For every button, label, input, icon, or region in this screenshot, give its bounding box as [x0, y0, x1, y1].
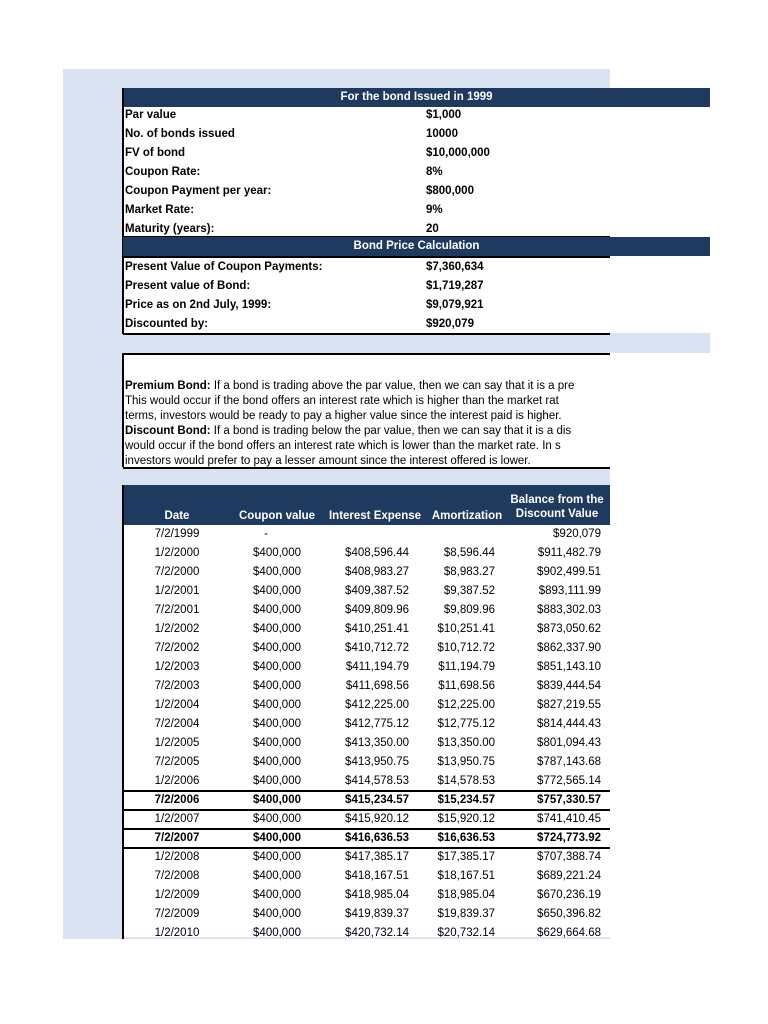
cell-amort: $18,985.04 — [437, 889, 495, 901]
cell-interest: $416,636.53 — [345, 832, 409, 844]
cell-coupon: $400,000 — [253, 794, 301, 806]
cell-balance: $851,143.10 — [537, 661, 601, 673]
cell-date: 7/2/2006 — [154, 794, 200, 806]
table-row — [123, 525, 610, 544]
cell-date: 1/2/2002 — [154, 623, 200, 635]
cell-coupon: $400,000 — [253, 547, 301, 559]
bond-value: $10,000,000 — [426, 147, 490, 159]
price-row — [123, 315, 610, 334]
cell-interest: $414,578.53 — [345, 775, 409, 787]
table-row — [123, 601, 610, 620]
premium-line-1 — [125, 379, 610, 394]
premium-term: Premium Bond: — [125, 380, 211, 392]
cell-date: 1/2/2004 — [154, 699, 200, 711]
cell-date: 7/2/2005 — [154, 756, 200, 768]
cell-coupon: $400,000 — [253, 680, 301, 692]
cell-date: 1/2/2009 — [154, 889, 200, 901]
cell-balance: $629,664.68 — [537, 927, 601, 939]
table-row — [123, 886, 610, 905]
bond-label: Coupon Payment per year: — [125, 185, 272, 197]
cell-interest: $419,839.37 — [345, 908, 409, 920]
cell-date: 7/2/1999 — [154, 528, 200, 540]
row-rule — [123, 790, 610, 792]
cell-coupon: $400,000 — [253, 813, 301, 825]
cell-balance: $787,143.68 — [537, 756, 601, 768]
table-row — [123, 677, 610, 696]
table-row — [123, 715, 610, 734]
bond-row — [123, 163, 610, 182]
cell-coupon: $400,000 — [253, 889, 301, 901]
cell-balance: $839,444.54 — [537, 680, 601, 692]
bond-row — [123, 125, 610, 144]
cell-interest: $410,251.41 — [345, 623, 409, 635]
amortization-header — [123, 485, 610, 525]
cell-amort: $11,194.79 — [438, 661, 495, 673]
cell-balance: $883,302.03 — [537, 604, 601, 616]
cell-coupon: $400,000 — [253, 775, 301, 787]
discount-text: If a bond is trading below the par value, then we can say that it is a dis — [210, 425, 572, 437]
cell-interest: $417,385.17 — [345, 851, 409, 863]
cell-balance: $757,330.57 — [537, 794, 601, 806]
divider — [123, 333, 610, 335]
cell-date: 7/2/2001 — [154, 604, 200, 616]
table-row — [123, 639, 610, 658]
bond-label: Coupon Rate: — [125, 166, 201, 178]
bond-label: No. of bonds issued — [125, 128, 235, 140]
cell-date: 1/2/2000 — [154, 547, 200, 559]
premium-text: If a bond is trading above the par value, then we can say that it is a pre — [210, 380, 575, 392]
cell-coupon: $400,000 — [253, 661, 301, 673]
cell-balance: $707,388.74 — [537, 851, 601, 863]
table-row — [123, 848, 610, 867]
cell-amort: $18,167.51 — [437, 870, 495, 882]
table-row — [123, 791, 610, 810]
cell-balance: $873,050.62 — [537, 623, 601, 635]
notes-left-border — [122, 353, 124, 467]
cell-interest: $415,234.57 — [345, 794, 409, 806]
cell-balance: $911,482.79 — [537, 547, 601, 559]
table-row — [123, 810, 610, 829]
bond-row — [123, 106, 610, 125]
bond-value: $800,000 — [426, 185, 474, 197]
cell-balance: $827,219.55 — [537, 699, 601, 711]
cell-interest: $420,732.14 — [345, 927, 409, 939]
cell-coupon: $400,000 — [253, 851, 301, 863]
table-row — [123, 924, 610, 943]
cell-amort: $9,387.52 — [443, 585, 495, 597]
cell-date: 7/2/2009 — [154, 908, 200, 920]
cell-interest: $413,950.75 — [345, 756, 409, 768]
cell-amort: $11,698.56 — [438, 680, 495, 692]
cell-date: 1/2/2003 — [154, 661, 200, 673]
cell-balance: $920,079 — [553, 528, 601, 540]
row-rule — [123, 828, 610, 830]
cell-amort: $13,350.00 — [437, 737, 495, 749]
notes-box — [123, 353, 610, 469]
cell-interest: $411,698.56 — [345, 680, 409, 692]
cell-balance: $801,094.43 — [537, 737, 601, 749]
cell-interest: $409,387.52 — [345, 585, 409, 597]
price-label: Present value of Bond: — [125, 280, 251, 292]
table-row — [123, 582, 610, 601]
cell-coupon: $400,000 — [253, 642, 301, 654]
bond-label: FV of bond — [125, 147, 186, 159]
table-row — [123, 734, 610, 753]
header-coupon: Coupon value — [238, 510, 316, 522]
cell-date: 7/2/2004 — [154, 718, 200, 730]
bond-value: 8% — [426, 166, 443, 178]
bond-label: Maturity (years): — [125, 223, 215, 235]
cell-interest: $408,983.27 — [345, 566, 409, 578]
cell-balance: $893,111.99 — [538, 585, 601, 597]
table-row — [123, 772, 610, 791]
cell-coupon: $400,000 — [253, 585, 301, 597]
cell-interest: $411,194.79 — [345, 661, 409, 673]
price-section-title: Bond Price Calculation — [123, 237, 710, 256]
cell-amort: $15,234.57 — [437, 794, 495, 806]
price-value: $7,360,634 — [426, 261, 484, 273]
price-value: $920,079 — [426, 318, 474, 330]
price-row — [123, 277, 610, 296]
price-value: $1,719,287 — [426, 280, 484, 292]
cell-date: 1/2/2007 — [154, 813, 200, 825]
cell-coupon: $400,000 — [253, 604, 301, 616]
table-row — [123, 563, 610, 582]
cell-date: 7/2/2007 — [154, 832, 200, 844]
cell-amort: $20,732.14 — [437, 927, 495, 939]
cell-coupon: - — [264, 528, 268, 540]
cell-amort: $12,225.00 — [437, 699, 495, 711]
bond-value: 10000 — [426, 128, 458, 140]
bond-row — [123, 201, 610, 220]
bond-value: 20 — [426, 223, 439, 235]
cell-date: 1/2/2010 — [154, 927, 200, 939]
cell-balance: $724,773.92 — [537, 832, 601, 844]
discount-term: Discount Bond: — [125, 425, 211, 437]
cell-balance: $741,410.45 — [537, 813, 601, 825]
cell-interest: $415,920.12 — [345, 813, 409, 825]
cell-balance: $862,337.90 — [537, 642, 601, 654]
cell-interest: $412,225.00 — [345, 699, 409, 711]
cell-date: 1/2/2006 — [154, 775, 200, 787]
cell-interest: $418,167.51 — [345, 870, 409, 882]
price-label: Present Value of Coupon Payments: — [125, 261, 323, 273]
cell-coupon: $400,000 — [253, 623, 301, 635]
bond-section-title: For the bond Issued in 1999 — [123, 88, 710, 107]
cell-amort: $13,950.75 — [437, 756, 495, 768]
price-value: $9,079,921 — [426, 299, 484, 311]
cell-date: 1/2/2001 — [154, 585, 200, 597]
cell-coupon: $400,000 — [253, 870, 301, 882]
cell-amort: $15,920.12 — [437, 813, 495, 825]
cell-amort: $16,636.53 — [437, 832, 495, 844]
price-row — [123, 296, 610, 315]
cell-balance: $772,565.14 — [537, 775, 601, 787]
cell-date: 1/2/2008 — [154, 851, 200, 863]
price-label: Price as on 2nd July, 1999: — [125, 299, 272, 311]
premium-line-3: terms, investors would be ready to pay a higher value since the interest paid is higher. — [125, 410, 562, 422]
cell-balance: $814,444.43 — [537, 718, 601, 730]
cell-amort: $8,983.27 — [443, 566, 495, 578]
cell-balance: $650,396.82 — [537, 908, 601, 920]
cell-coupon: $400,000 — [253, 718, 301, 730]
cell-date: 7/2/2003 — [154, 680, 200, 692]
price-row — [123, 258, 610, 277]
cell-balance: $902,499.51 — [537, 566, 601, 578]
premium-line-2: This would occur if the bond offers an interest rate which is higher than the market rat — [125, 395, 559, 407]
table-row — [123, 905, 610, 924]
cell-coupon: $400,000 — [253, 832, 301, 844]
cell-date: 1/2/2005 — [154, 737, 200, 749]
cell-amort: $10,251.41 — [437, 623, 495, 635]
price-label: Discounted by: — [125, 318, 209, 330]
bond-row — [123, 144, 610, 163]
cell-coupon: $400,000 — [253, 927, 301, 939]
cell-amort: $9,809.96 — [443, 604, 495, 616]
cell-balance: $670,236.19 — [537, 889, 601, 901]
cell-balance: $689,221.24 — [537, 870, 601, 882]
cell-interest: $409,809.96 — [345, 604, 409, 616]
cell-coupon: $400,000 — [253, 737, 301, 749]
sheet-background-extension — [610, 333, 710, 353]
discount-line-1 — [125, 424, 610, 439]
cell-interest: $410,712.72 — [345, 642, 409, 654]
header-balance-2: Discount Value — [515, 508, 599, 520]
table-row — [123, 753, 610, 772]
cell-amort: $10,712.72 — [437, 642, 495, 654]
cell-amort: $19,839.37 — [437, 908, 495, 920]
header-interest: Interest Expense — [328, 510, 422, 522]
cell-date: 7/2/2008 — [154, 870, 200, 882]
cell-date: 7/2/2002 — [154, 642, 200, 654]
cell-coupon: $400,000 — [253, 699, 301, 711]
table-row — [123, 867, 610, 886]
table-row — [123, 544, 610, 563]
cell-interest: $408,596.44 — [345, 547, 409, 559]
header-balance-1: Balance from the — [510, 494, 604, 506]
cell-interest: $418,985.04 — [345, 889, 409, 901]
bond-value: 9% — [426, 204, 443, 216]
cell-coupon: $400,000 — [253, 756, 301, 768]
cell-interest: $412,775.12 — [345, 718, 409, 730]
cell-coupon: $400,000 — [253, 566, 301, 578]
discount-line-3: investors would prefer to pay a lesser amount since the interest offered is lower. — [125, 455, 531, 467]
cell-amort: $17,385.17 — [437, 851, 495, 863]
cell-amort: $12,775.12 — [437, 718, 495, 730]
discount-line-2: would occur if the bond offers an interest rate which is lower than the market rate. In s — [125, 440, 561, 452]
cell-coupon: $400,000 — [253, 908, 301, 920]
bond-label: Par value — [125, 109, 177, 121]
table-row — [123, 696, 610, 715]
header-amortization: Amortization — [431, 510, 503, 522]
cell-amort: $8,596.44 — [443, 547, 495, 559]
table-row — [123, 620, 610, 639]
cell-date: 7/2/2000 — [154, 566, 200, 578]
header-date: Date — [164, 510, 190, 522]
bond-label: Market Rate: — [125, 204, 195, 216]
table-row — [123, 658, 610, 677]
cell-amort: $14,578.53 — [437, 775, 495, 787]
bond-value: $1,000 — [426, 109, 462, 121]
bond-row — [123, 182, 610, 201]
table-row — [123, 829, 610, 848]
cell-interest: $413,350.00 — [345, 737, 409, 749]
